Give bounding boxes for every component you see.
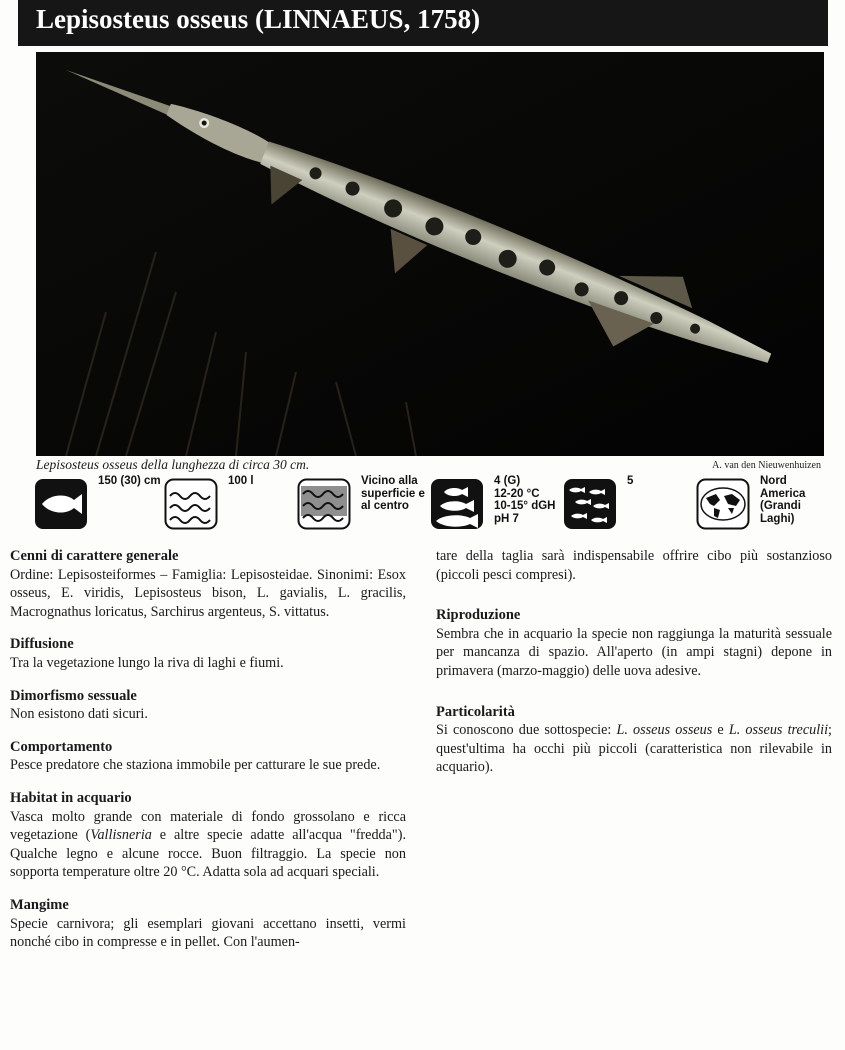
difficulty-icon	[563, 478, 617, 530]
zone-value: Vicino alla superficie e al centro	[361, 475, 425, 512]
difficulty-value: 5	[627, 475, 634, 487]
photo-credit: A. van den Nieuwenhuizen	[712, 460, 821, 471]
right-column	[436, 547, 832, 791]
globe-icon	[696, 478, 750, 530]
section-heading-reproduction: Riproduzione	[436, 607, 521, 624]
habitat-text-italic: Vallisneria	[90, 827, 152, 844]
particulars-italic-2: L. osseus treculii	[728, 722, 829, 739]
section-text-reproduction: Sembra che in acquario la specie non raggiunga la maturità sessuale per mancanza di spazio. All'aperto (in ampi stagni) depone in primavera (marzo-maggio) delle uova adesive.	[436, 625, 832, 679]
size-value: 150 (30) cm	[98, 475, 161, 487]
habitat-text-before: Vasca molto grande con materiale di fondo grossolano e ricca vegetazione (	[10, 808, 406, 844]
photo-caption: Lepisosteus osseus della lunghezza di circa 30 cm.	[36, 457, 310, 472]
icon-row	[0, 474, 845, 536]
fish-photo	[36, 52, 824, 456]
section-heading-particulars: Particolarità	[436, 703, 515, 720]
page-title: Lepisosteus osseus (LINNAEUS, 1758)	[18, 0, 828, 46]
fish-size-icon	[34, 478, 88, 530]
region-value: Nord America (Grandi Laghi)	[760, 475, 806, 525]
section-heading-habitat: Habitat in acquario	[10, 789, 132, 806]
tank-volume-icon	[164, 478, 218, 530]
particulars-text-after: ; quest'ultima ha occhi più piccoli (caratteristica non rilevabile in acquario).	[436, 722, 832, 776]
section-text-particulars	[436, 721, 832, 777]
particulars-italic-1: L. osseus osseus	[616, 722, 713, 739]
swimming-zone-icon	[297, 478, 351, 530]
water-value: 4 (G) 12-20 °C 10-15° dGH pH 7	[494, 475, 556, 525]
section-text-general: Ordine: Lepisosteiformes – Famiglia: Lepisosteidae. Sinonimi: Esox osseus, E. viridis, Lepisosteus bison, L. gavialis, L. gracilis, Macrognathus loricatus, Sarchirus argenteus, S. vittatus.	[10, 566, 406, 620]
particulars-text-before: Si conoscono due sottospecie:	[436, 722, 617, 739]
section-text-food: Specie carnivora; gli esemplari giovani accettano insetti, vermi nonché cibo in compresse e in pellet. Con l'aumen-	[10, 915, 406, 951]
section-text-habitat	[10, 808, 406, 882]
section-text-dimorphism: Non esistono dati sicuri.	[10, 706, 148, 723]
section-heading-distribution: Diffusione	[10, 636, 74, 653]
section-heading-food: Mangime	[10, 896, 69, 913]
section-heading-dimorphism: Dimorfismo sessuale	[10, 687, 137, 704]
section-heading-general: Cenni di carattere generale	[10, 548, 179, 564]
habitat-text-after: e altre specie adatte all'acqua "fredda"). Qualche legno e alcune rocce. Buon filtraggio. La specie non sopporta temperature oltre 20 °C. Adatta sola ad acquari speciali.	[10, 827, 406, 881]
section-heading-behaviour: Comportamento	[10, 738, 113, 755]
section-text-behaviour: Pesce predatore che staziona immobile per catturare le sue prede.	[10, 757, 381, 774]
water-parameters-icon	[430, 478, 484, 530]
section-text-distribution: Tra la vegetazione lungo la riva di laghi e fiumi.	[10, 654, 284, 671]
section-text-food-continuation: tare della taglia sarà indispensabile offrire cibo più sostanzioso (piccoli pesci compresi).	[436, 548, 832, 583]
left-column	[10, 547, 406, 966]
particulars-text-mid: e	[712, 722, 729, 739]
volume-value: 100 l	[228, 475, 254, 487]
